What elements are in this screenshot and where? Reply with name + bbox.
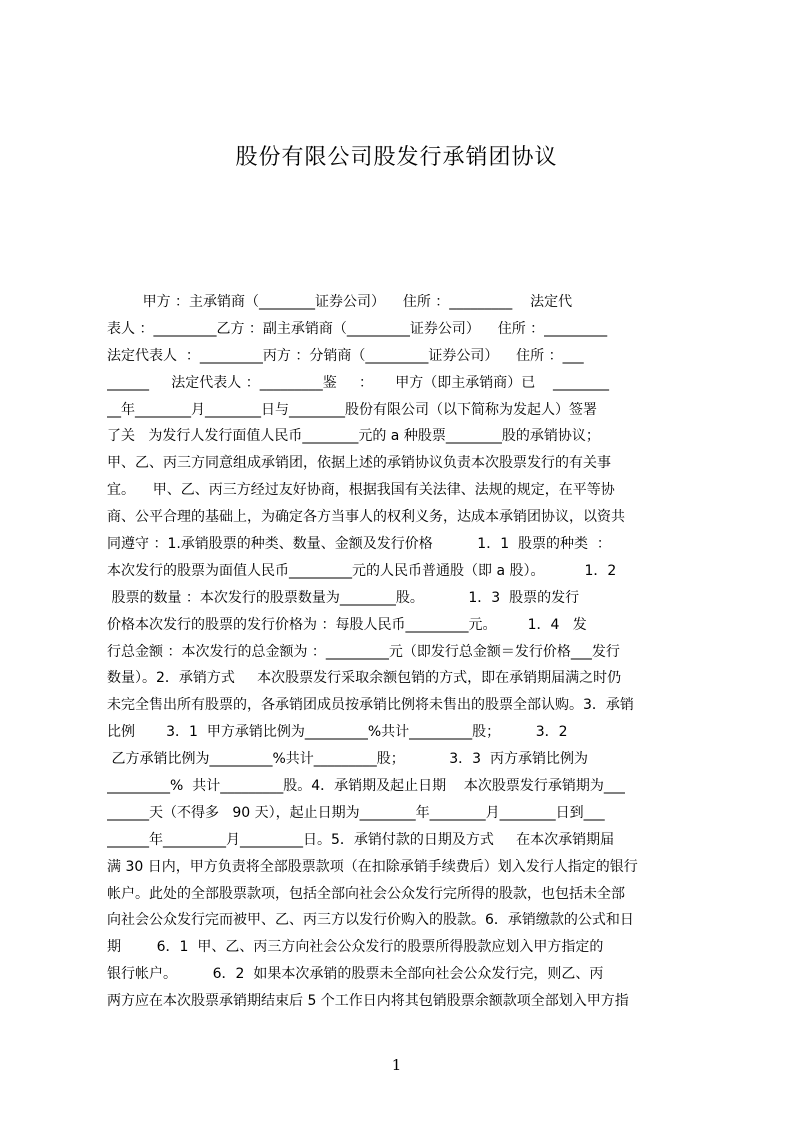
document-body — [107, 289, 697, 1019]
paragraph-line: __年________月________日与________股份有限公司（以下简称为发起人）签署 — [107, 401, 597, 418]
paragraph-line: _________% 共计_________股。4．承销期及起止日期 本次股票发行承销期为___ — [107, 778, 625, 795]
paragraph-line: 了关 为发行人发行面值人民币________元的 a 种股票________股的承销协议； — [107, 428, 600, 445]
paragraph-line: 数量）。2．承销方式 本次股票发行采取余额包销的方式，即在承销期届满之时仍 — [107, 670, 622, 687]
paragraph-line: 本次发行的股票为面值人民币_________元的人民币普通股（即 a 股）。 1．2 — [107, 562, 617, 579]
paragraph-line: 乙方承销比例为_________%共计_________股； 3．3 丙方承销比例为 — [107, 751, 588, 768]
paragraph-line: 比例 3．1 甲方承销比例为_________%共计_________股； 3．2 — [107, 724, 568, 741]
paragraph-line: 未完全售出所有股票的，各承销团成员按承销比例将未售出的股票全部认购。3．承销 — [107, 697, 634, 714]
paragraph-line: 甲、乙、丙三方同意组成承销团，依据上述的承销协议负责本次股票发行的有关事 — [107, 455, 611, 472]
paragraph-line: 满 30 日内，甲方负责将全部股票款项（在扣除承销手续费后）划入发行人指定的银行 — [107, 858, 638, 875]
paragraph-line: 同遵守 ：1.承销股票的种类、数量、金额及发行价格 1．1 股票的种类 ： — [107, 536, 611, 553]
paragraph-line: 股票的数量 ：本次发行的股票数量为________股。 1．3 股票的发行 — [107, 589, 580, 606]
paragraph-line: ______天（不得多 90 天），起止日期为________年________月________日到___ — [107, 804, 605, 821]
paragraph-line: 甲方 ：主承销商（________证券公司） 住所 ：_________ 法定代 — [107, 294, 573, 310]
paragraph-line: 两方应在本次股票承销期结束后 5 个工作日内将其包销股票余额款项全部划入甲方指 — [107, 993, 629, 1010]
page-number: 1 — [391, 1056, 402, 1074]
paragraph-line: ______ 法定代表人 ：_________鉴 ： 甲方（即主承销商）已 ________ — [107, 374, 610, 391]
paragraph-line: 向社会公众发行完而被甲、乙、丙三方以发行价购入的股款。6．承销缴款的公式和日 — [107, 912, 634, 929]
paragraph-line: 价格本次发行的股票的发行价格为 ：每股人民币_________元。 1．4 发 — [107, 616, 587, 633]
paragraph-line: 商、公平合理的基础上，为确定各方当事人的权利义务，达成本承销团协议，以资共 — [107, 509, 625, 526]
paragraph-line: 期 6．1 甲、乙、丙三方向社会公众发行的股票所得股款应划入甲方指定的 — [107, 939, 604, 956]
paragraph-line: 行总金额 ：本次发行的总金额为 ：_________元（即发行总金额＝发行价格___发行 — [107, 643, 620, 660]
paragraph-line: 帐户。此处的全部股票款项，包括全部向社会公众发行完所得的股款，也包括未全部 — [107, 885, 625, 902]
paragraph-line: 法定代表人 ：_________丙方 ：分销商（_________证券公司） 住所 ：___ — [107, 347, 584, 364]
paragraph-line: ______年_________月_________日。5．承销付款的日期及方式 在本次承销期届 — [107, 831, 615, 848]
page-title: 股份有限公司股发行承销团协议 — [235, 145, 558, 170]
paragraph-line: 表人 ：_________乙方 ：副主承销商（_________证券公司） 住所 ：_________ — [107, 320, 608, 337]
paragraph-line: 宜。 甲、乙、丙三方经过友好协商，根据我国有关法律、法规的规定，在平等协 — [107, 482, 615, 499]
paragraph-line: 银行帐户。 6．2 如果本次承销的股票未全部向社会公众发行完，则乙、丙 — [107, 966, 604, 983]
